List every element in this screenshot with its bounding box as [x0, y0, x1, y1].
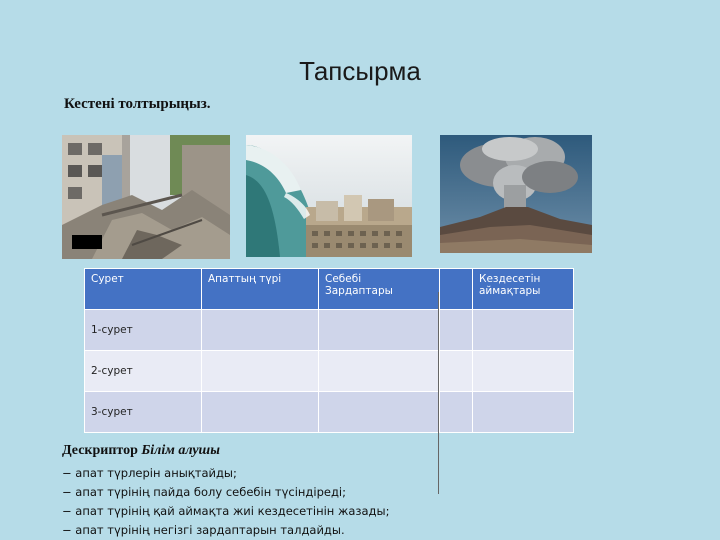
- table-cell[interactable]: [473, 351, 574, 392]
- volcano-eruption-photo: [440, 135, 592, 253]
- table-cell[interactable]: [440, 392, 473, 433]
- header-label: Сурет: [91, 273, 124, 285]
- table-header-row: [85, 269, 574, 310]
- instruction-text: Кестені толтырыңыз.: [64, 96, 211, 112]
- descriptor-title: [62, 443, 702, 459]
- row-label: 2-сурет: [85, 351, 202, 392]
- table-cell[interactable]: [473, 392, 574, 433]
- descriptor-subject: Білім алушы: [141, 443, 220, 458]
- header-cell-cause: [319, 269, 440, 310]
- descriptor-section: [62, 443, 702, 540]
- table-cell[interactable]: [202, 392, 319, 433]
- earthquake-ruins-photo: [62, 135, 230, 259]
- row-label: 1-сурет: [85, 310, 202, 351]
- header-label: Себебі Зардаптары: [325, 273, 393, 297]
- row-label: 3-сурет: [85, 392, 202, 433]
- descriptor-item: − апат түрлерін анықтайды;: [62, 466, 237, 480]
- page-title: Тапсырма: [299, 56, 421, 86]
- header-cell-type: [202, 269, 319, 310]
- table-cell[interactable]: [202, 310, 319, 351]
- table-row: [85, 351, 574, 392]
- table-cell[interactable]: [319, 392, 440, 433]
- descriptor-item: − апат түрінің пайда болу себебін түсіндіреді;: [62, 485, 346, 499]
- descriptor-label: Дескриптор: [62, 443, 138, 458]
- table-row: [85, 392, 574, 433]
- header-label: Апаттың түрі: [208, 273, 282, 285]
- descriptor-item: − апат түрінің қай аймақта жиі кездесетінін жазады;: [62, 504, 390, 518]
- table-cell[interactable]: [319, 310, 440, 351]
- table-row: [85, 310, 574, 351]
- table-cell[interactable]: [473, 310, 574, 351]
- descriptor-item: − апат түрінің негізгі зардаптарын талдайды.: [62, 523, 345, 537]
- table-cell[interactable]: [440, 351, 473, 392]
- header-cell-spacer: [440, 269, 473, 310]
- tsunami-wave-photo: [246, 135, 412, 257]
- table-cell[interactable]: [440, 310, 473, 351]
- table-cell[interactable]: [202, 351, 319, 392]
- header-cell-image: [85, 269, 202, 310]
- header-label: Кездесетін аймақтары: [479, 273, 541, 297]
- header-cell-regions: [473, 269, 574, 310]
- table-cell[interactable]: [319, 351, 440, 392]
- task-table: [84, 268, 574, 433]
